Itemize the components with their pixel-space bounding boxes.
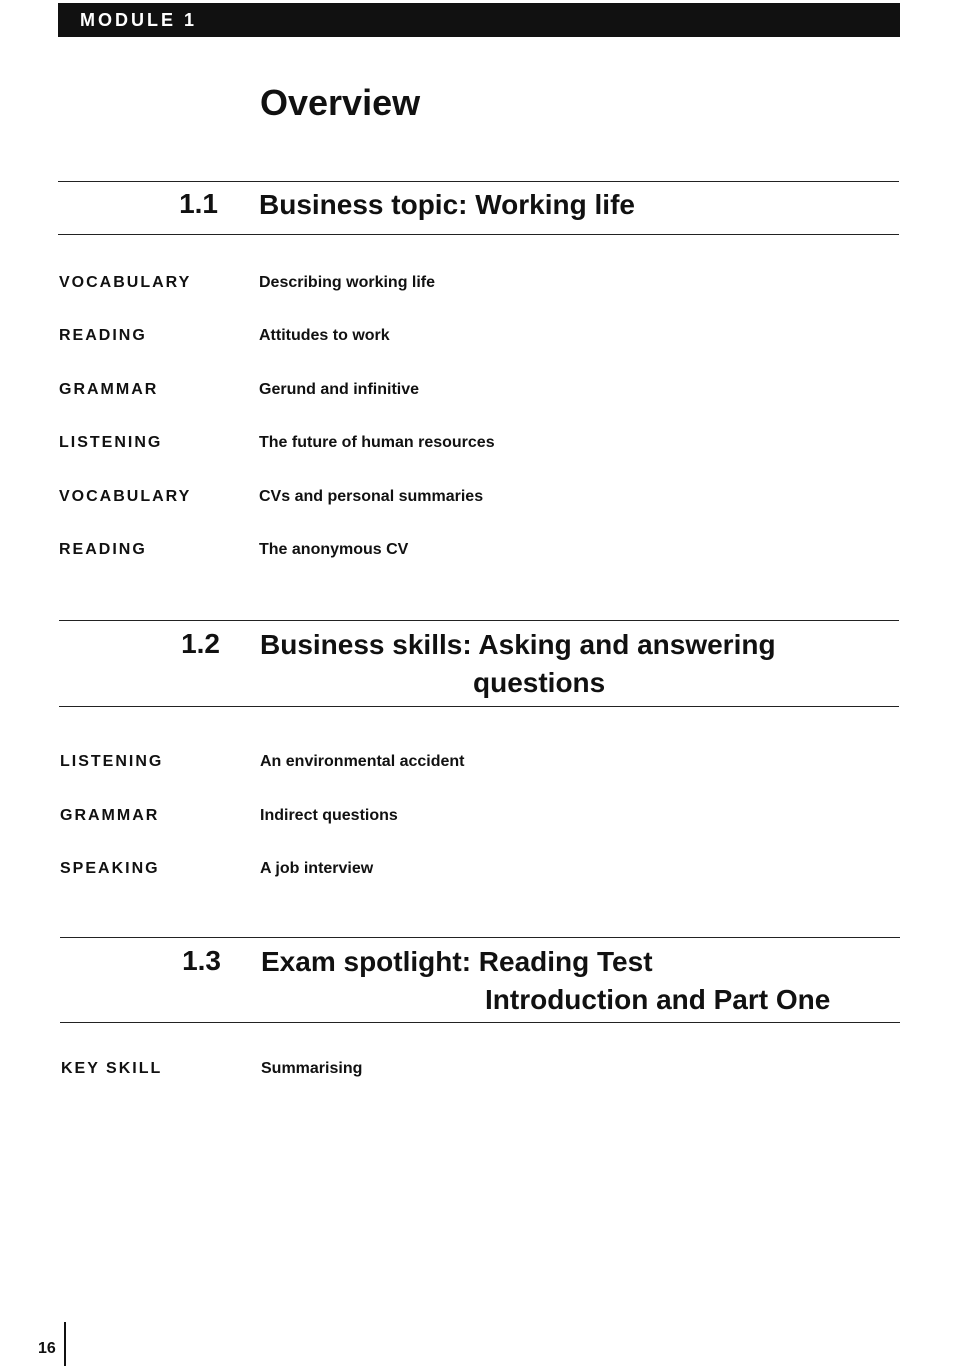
row-value: CVs and personal summaries (259, 488, 484, 505)
section-divider (59, 706, 899, 707)
row-value: Describing working life (259, 274, 436, 291)
row-value: Attitudes to work (259, 327, 390, 344)
row-label: VOCABULARY (59, 274, 192, 291)
section-number: 1.1 (179, 188, 218, 219)
page-number-rule (64, 1322, 66, 1366)
row-label: SPEAKING (60, 860, 160, 877)
row-label: KEY SKILL (61, 1060, 163, 1077)
section-title (259, 186, 635, 224)
row-value: Summarising (261, 1060, 363, 1077)
row-label: VOCABULARY (59, 488, 192, 505)
module-label: MODULE 1 (80, 10, 198, 30)
section-divider (59, 620, 899, 621)
page-number: 16 (38, 1340, 56, 1357)
row-label: GRAMMAR (60, 807, 160, 824)
section-number: 1.2 (181, 628, 220, 659)
row-value: Gerund and infinitive (259, 381, 420, 398)
page-title: Overview (260, 82, 421, 123)
module-header-bar (58, 3, 900, 37)
section-title-line2: Introduction and Part One (485, 984, 831, 1015)
row-value: Indirect questions (260, 807, 398, 824)
section-title (260, 626, 776, 702)
row-value: The anonymous CV (259, 541, 409, 558)
row-label: READING (59, 327, 147, 344)
section-title-line2: questions (473, 667, 606, 698)
row-label: LISTENING (59, 434, 163, 451)
row-label: LISTENING (60, 753, 164, 770)
section-title (261, 943, 830, 1019)
row-value: A job interview (260, 860, 374, 877)
row-value: An environmental accident (260, 753, 465, 770)
section-divider (58, 234, 899, 235)
section-title-line1: Business topic: Working life (259, 189, 635, 220)
row-label: GRAMMAR (59, 381, 159, 398)
section-number: 1.3 (182, 945, 221, 976)
section-title-line1: Business skills: Asking and answering (260, 629, 776, 660)
row-label: READING (59, 541, 147, 558)
section-title-line1: Exam spotlight: Reading Test (261, 946, 653, 977)
section-divider (58, 181, 899, 182)
section-divider (60, 1022, 900, 1023)
row-value: The future of human resources (259, 434, 495, 451)
section-divider (60, 937, 900, 938)
